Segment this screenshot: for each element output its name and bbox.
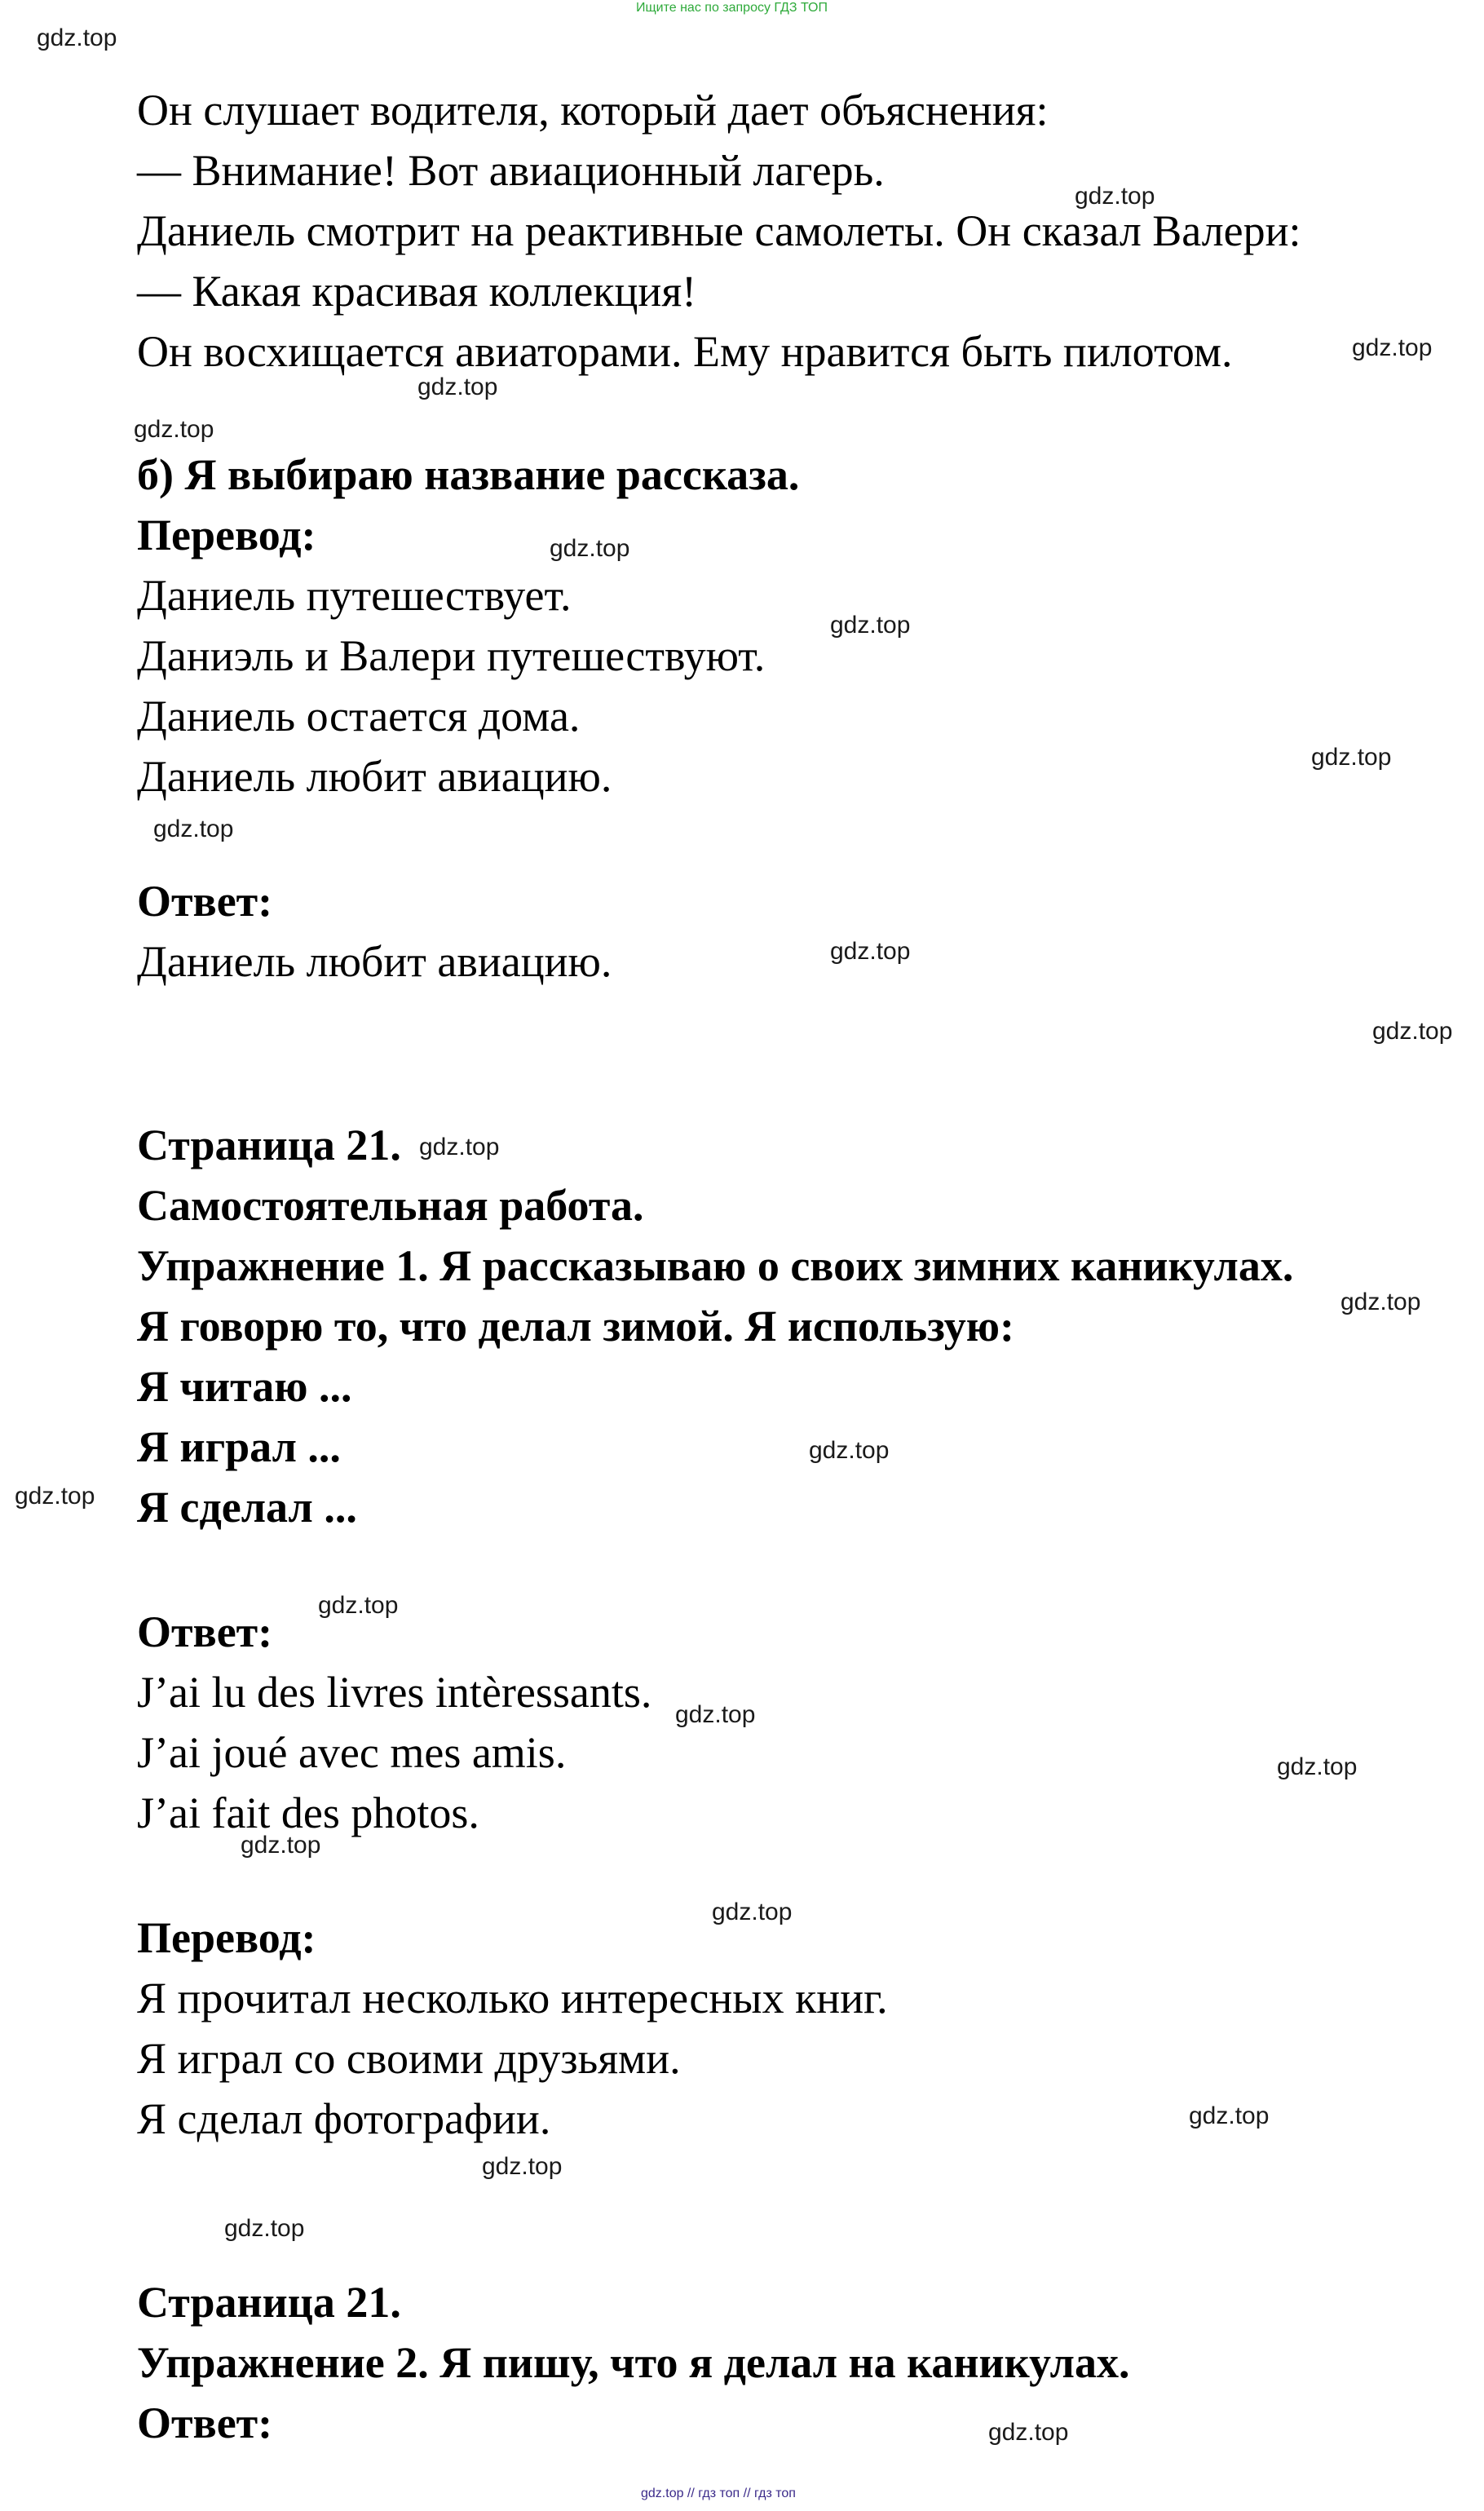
watermark: gdz.top: [1189, 2102, 1270, 2129]
watermark: gdz.top: [830, 612, 911, 639]
title-option: Даниель остается дома.: [137, 692, 581, 740]
watermark: gdz.top: [712, 1899, 793, 1925]
watermark: gdz.top: [830, 938, 911, 965]
story-line: Даниель смотрит на реактивные самолеты. Он сказал Валери:: [137, 206, 1301, 255]
story-line: Он слушает водителя, который дает объяснения:: [137, 86, 1049, 135]
translation-label: Перевод:: [137, 511, 316, 559]
watermark: gdz.top: [15, 1483, 95, 1510]
task-heading: б) Я выбираю название рассказа.: [137, 450, 800, 499]
footer-links[interactable]: gdz.top // гдз топ // гдз топ: [641, 2487, 796, 2500]
answer-label: Ответ:: [137, 2398, 273, 2447]
translation-label: Перевод:: [137, 1913, 316, 1962]
translation-line: Я прочитал несколько интересных книг.: [137, 1974, 888, 2023]
watermark: gdz.top: [224, 2215, 305, 2242]
title-option: Даниель любит авиацию.: [137, 752, 612, 801]
watermark: gdz.top: [1075, 183, 1155, 210]
watermark: gdz.top: [1340, 1289, 1421, 1315]
watermark: gdz.top: [1372, 1018, 1453, 1045]
watermark: gdz.top: [1277, 1753, 1358, 1780]
watermark: gdz.top: [550, 535, 630, 562]
story-line: Он восхищается авиаторами. Ему нравится быть пилотом.: [137, 327, 1233, 376]
watermark: gdz.top: [675, 1701, 756, 1728]
exercise-heading: Упражнение 1. Я рассказываю о своих зимних каникулах.: [137, 1241, 1294, 1290]
watermark: gdz.top: [1352, 334, 1433, 361]
watermark: gdz.top: [482, 2153, 563, 2180]
prompt-item: Я читаю ...: [137, 1362, 352, 1411]
translation-line: Я сделал фотографии.: [137, 2094, 551, 2143]
translation-line: Я играл со своими друзьями.: [137, 2034, 681, 2083]
watermark: gdz.top: [417, 374, 498, 400]
story-line: — Какая красивая коллекция!: [137, 267, 697, 316]
exercise-heading: Упражнение 2. Я пишу, что я делал на каникулах.: [137, 2338, 1130, 2387]
answer-label: Ответ:: [137, 877, 273, 926]
answer-line: J’ai joué avec mes amis.: [137, 1728, 567, 1777]
answer-text: Даниель любит авиацию.: [137, 937, 612, 986]
page-heading: Страница 21.: [137, 1121, 401, 1169]
search-banner: Ищите нас по запросу ГДЗ ТОП: [636, 1, 828, 15]
story-line: — Внимание! Вот авиационный лагерь.: [137, 146, 885, 195]
watermark: gdz.top: [1311, 744, 1392, 771]
watermark: gdz.top: [241, 1832, 321, 1859]
prompt-item: Я сделал ...: [137, 1483, 357, 1532]
title-option: Даниэль и Валери путешествуют.: [137, 631, 766, 680]
title-option: Даниель путешествует.: [137, 571, 572, 620]
answer-line: J’ai lu des livres intèressants.: [137, 1668, 652, 1717]
watermark: gdz.top: [134, 416, 214, 443]
prompt-item: Я играл ...: [137, 1422, 341, 1471]
answer-line: J’ai fait des photos.: [137, 1788, 479, 1837]
watermark: gdz.top: [153, 816, 234, 842]
exercise-instruction: Я говорю то, что делал зимой. Я использую:: [137, 1302, 1014, 1351]
watermark: gdz.top: [37, 24, 117, 51]
answer-label: Ответ:: [137, 1607, 273, 1656]
watermark: gdz.top: [318, 1592, 399, 1619]
watermark: gdz.top: [419, 1134, 500, 1160]
watermark: gdz.top: [809, 1437, 890, 1464]
page-heading: Страница 21.: [137, 2278, 401, 2327]
watermark: gdz.top: [988, 2419, 1069, 2446]
section-title: Самостоятельная работа.: [137, 1181, 644, 1230]
